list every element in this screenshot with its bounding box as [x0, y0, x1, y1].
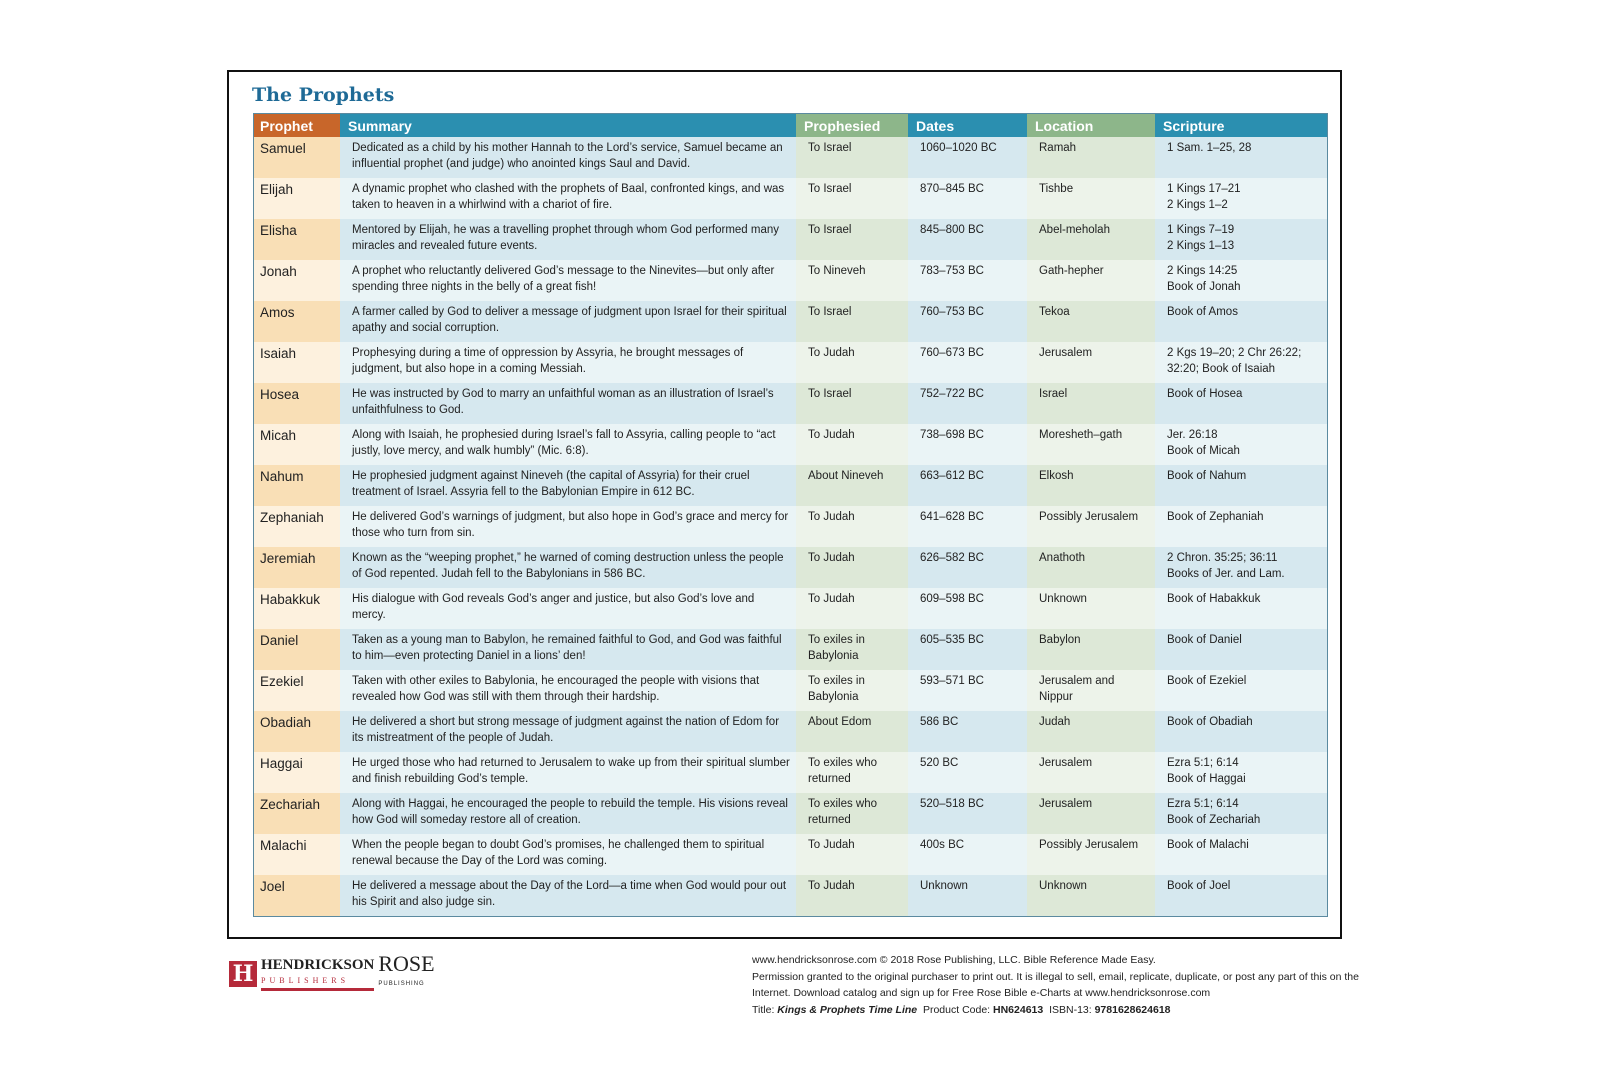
header-prophet: Prophet [254, 114, 341, 138]
cell-scripture: Book of Malachi [1155, 834, 1328, 875]
cell-location: Unknown [1027, 875, 1155, 916]
table-row [254, 219, 1328, 260]
cell-prophesied: About Nineveh [796, 465, 908, 506]
cell-dates: Unknown [908, 875, 1027, 916]
cell-scripture: Book of Amos [1155, 301, 1328, 342]
footer-line4: Title: Kings & Prophets Time Line Product Code: HN624613 ISBN-13: 9781628624618 [752, 1003, 1171, 1016]
cell-scripture: 2 Kgs 19–20; 2 Chr 26:22; 32:20; Book of Isaiah [1155, 342, 1328, 383]
table-row [254, 752, 1328, 793]
cell-prophesied: To Israel [796, 178, 908, 219]
cell-location: Elkosh [1027, 465, 1155, 506]
table-row [254, 342, 1328, 383]
cell-dates: 752–722 BC [908, 383, 1027, 424]
cell-scripture: Book of Joel [1155, 875, 1328, 916]
cell-prophet: Ezekiel [254, 670, 341, 711]
cell-prophet: Elisha [254, 219, 341, 260]
cell-prophesied: To Judah [796, 834, 908, 875]
cell-prophet: Haggai [254, 752, 341, 793]
cell-dates: 783–753 BC [908, 260, 1027, 301]
cell-prophesied: To exiles in Babylonia [796, 670, 908, 711]
cell-summary: Along with Haggai, he encouraged the people to rebuild the temple. His visions reveal how God will someday restore all of creation. [340, 793, 796, 834]
cell-summary: Dedicated as a child by his mother Hannah to the Lord’s service, Samuel became an influential prophet (and judge) who anointed kings Saul and David. [340, 137, 796, 178]
prophets-table [253, 113, 1328, 917]
table-row [254, 670, 1328, 711]
cell-prophesied: To Judah [796, 424, 908, 465]
cell-dates: 520–518 BC [908, 793, 1027, 834]
table-row [254, 465, 1328, 506]
table-row [254, 629, 1328, 670]
cell-location: Judah [1027, 711, 1155, 752]
header-scripture: Scripture [1155, 114, 1328, 138]
cell-scripture: 2 Kings 14:25 Book of Jonah [1155, 260, 1328, 301]
cell-prophesied: To Israel [796, 137, 908, 178]
cell-summary: He was instructed by God to marry an unfaithful woman as an illustration of Israel’s unfaithfulness to God. [340, 383, 796, 424]
cell-summary: A farmer called by God to deliver a message of judgment upon Israel for their spiritual apathy and social corruption. [340, 301, 796, 342]
cell-scripture: Jer. 26:18 Book of Micah [1155, 424, 1328, 465]
cell-prophet: Zechariah [254, 793, 341, 834]
cell-prophet: Jonah [254, 260, 341, 301]
logo-hendrickson: HENDRICKSON [261, 956, 375, 973]
cell-prophesied: To Judah [796, 506, 908, 547]
cell-scripture: 1 Sam. 1–25, 28 [1155, 137, 1328, 178]
cell-dates: 663–612 BC [908, 465, 1027, 506]
cell-prophesied: To exiles in Babylonia [796, 629, 908, 670]
cell-dates: 593–571 BC [908, 670, 1027, 711]
cell-location: Moresheth–gath [1027, 424, 1155, 465]
cell-summary: A dynamic prophet who clashed with the prophets of Baal, confronted kings, and was taken to heaven in a whirlwind with a chariot of fire. [340, 178, 796, 219]
cell-summary: His dialogue with God reveals God’s anger and justice, but also God’s love and mercy. [340, 588, 796, 629]
footer-line2: Permission granted to the original purchaser to print out. It is illegal to sell, email, replicate, duplicate, or post any part of this on the [752, 970, 1359, 983]
cell-prophet: Zephaniah [254, 506, 341, 547]
cell-summary: He urged those who had returned to Jerusalem to wake up from their spiritual slumber and finish rebuilding God’s temple. [340, 752, 796, 793]
cell-prophet: Elijah [254, 178, 341, 219]
cell-summary: He delivered a message about the Day of the Lord—a time when God would pour out his Spirit and also judge sin. [340, 875, 796, 916]
cell-location: Israel [1027, 383, 1155, 424]
cell-dates: 626–582 BC [908, 547, 1027, 588]
cell-prophesied: About Edom [796, 711, 908, 752]
cell-location: Jerusalem and Nippur [1027, 670, 1155, 711]
cell-prophet: Micah [254, 424, 341, 465]
header-dates: Dates [908, 114, 1027, 138]
table-row [254, 834, 1328, 875]
cell-summary: When the people began to doubt God’s promises, he challenged them to spiritual renewal because the Day of the Lord was coming. [340, 834, 796, 875]
cell-dates: 760–753 BC [908, 301, 1027, 342]
cell-prophet: Jeremiah [254, 547, 341, 588]
cell-prophesied: To exiles who returned [796, 793, 908, 834]
cell-scripture: 2 Chron. 35:25; 36:11 Books of Jer. and Lam. [1155, 547, 1328, 588]
cell-dates: 738–698 BC [908, 424, 1027, 465]
table-row [254, 383, 1328, 424]
cell-prophet: Obadiah [254, 711, 341, 752]
cell-scripture: Book of Zephaniah [1155, 506, 1328, 547]
cell-dates: 1060–1020 BC [908, 137, 1027, 178]
cell-summary: Prophesying during a time of oppression by Assyria, he brought messages of judgment, but also hope in a coming Messiah. [340, 342, 796, 383]
cell-dates: 845–800 BC [908, 219, 1027, 260]
table-row [254, 547, 1328, 588]
table-row [254, 711, 1328, 752]
cell-summary: A prophet who reluctantly delivered God’s message to the Ninevites—but only after spending three nights in the belly of a great fish! [340, 260, 796, 301]
cell-location: Gath-hepher [1027, 260, 1155, 301]
cell-location: Babylon [1027, 629, 1155, 670]
header-prophesied: Prophesied [796, 114, 908, 138]
cell-scripture: Book of Daniel [1155, 629, 1328, 670]
publisher-logo [229, 951, 435, 994]
cell-prophesied: To Nineveh [796, 260, 908, 301]
cell-prophesied: To Israel [796, 383, 908, 424]
hendrickson-h-icon: H [229, 961, 257, 987]
footer-line1: www.hendricksonrose.com © 2018 Rose Publishing, LLC. Bible Reference Made Easy. [752, 954, 1156, 966]
header-location: Location [1027, 114, 1155, 138]
cell-location: Ramah [1027, 137, 1155, 178]
footer-line3: Internet. Download catalog and sign up for Free Rose Bible e-Charts at www.hendricksonrose.com [752, 987, 1211, 999]
cell-summary: Taken with other exiles to Babylonia, he encouraged the people with visions that revealed how God was still with them through their hardship. [340, 670, 796, 711]
cell-prophet: Amos [254, 301, 341, 342]
table-row [254, 875, 1328, 916]
cell-summary: He delivered God’s warnings of judgment, but also hope in God’s grace and mercy for those who turn from sin. [340, 506, 796, 547]
cell-summary: Known as the “weeping prophet,” he warned of coming destruction unless the people of God repented. Judah fell to the Babylonians in 586 BC. [340, 547, 796, 588]
cell-prophet: Nahum [254, 465, 341, 506]
cell-prophesied: To Israel [796, 301, 908, 342]
cell-location: Tekoa [1027, 301, 1155, 342]
table-row [254, 178, 1328, 219]
table-row [254, 588, 1328, 629]
cell-prophesied: To exiles who returned [796, 752, 908, 793]
cell-location: Possibly Jerusalem [1027, 506, 1155, 547]
cell-prophet: Hosea [254, 383, 341, 424]
cell-dates: 609–598 BC [908, 588, 1027, 629]
page-title: The Prophets [252, 84, 395, 106]
cell-prophesied: To Judah [796, 342, 908, 383]
cell-dates: 641–628 BC [908, 506, 1027, 547]
cell-prophesied: To Israel [796, 219, 908, 260]
cell-summary: Mentored by Elijah, he was a travelling prophet through whom God performed many miracles and revealed future events. [340, 219, 796, 260]
table-row [254, 137, 1328, 178]
cell-dates: 586 BC [908, 711, 1027, 752]
logo-rose: ROSE [378, 951, 435, 976]
cell-scripture: Book of Ezekiel [1155, 670, 1328, 711]
cell-location: Jerusalem [1027, 752, 1155, 793]
cell-scripture: Book of Obadiah [1155, 711, 1328, 752]
cell-summary: Taken as a young man to Babylon, he remained faithful to God, and God was faithful to him—even protecting Daniel in a lions’ den! [340, 629, 796, 670]
cell-location: Possibly Jerusalem [1027, 834, 1155, 875]
cell-scripture: Book of Nahum [1155, 465, 1328, 506]
table-row [254, 260, 1328, 301]
cell-prophet: Habakkuk [254, 588, 341, 629]
cell-location: Jerusalem [1027, 793, 1155, 834]
cell-location: Anathoth [1027, 547, 1155, 588]
cell-scripture: Book of Hosea [1155, 383, 1328, 424]
table-row [254, 793, 1328, 834]
cell-scripture: Ezra 5:1; 6:14 Book of Haggai [1155, 752, 1328, 793]
logo-publishers: PUBLISHERS [261, 975, 350, 985]
cell-scripture: Ezra 5:1; 6:14 Book of Zechariah [1155, 793, 1328, 834]
cell-scripture: Book of Habakkuk [1155, 588, 1328, 629]
cell-dates: 760–673 BC [908, 342, 1027, 383]
cell-prophet: Joel [254, 875, 341, 916]
header-summary: Summary [340, 114, 796, 138]
cell-dates: 520 BC [908, 752, 1027, 793]
cell-location: Abel-meholah [1027, 219, 1155, 260]
cell-dates: 605–535 BC [908, 629, 1027, 670]
cell-prophet: Daniel [254, 629, 341, 670]
table-row [254, 506, 1328, 547]
cell-prophet: Malachi [254, 834, 341, 875]
cell-dates: 870–845 BC [908, 178, 1027, 219]
cell-summary: Along with Isaiah, he prophesied during Israel’s fall to Assyria, calling people to “act justly, love mercy, and walk humbly” (Mic. 6:8). [340, 424, 796, 465]
cell-summary: He prophesied judgment against Nineveh (the capital of Assyria) for their cruel treatment of Israel. Assyria fell to the Babylonian Empire in 612 BC. [340, 465, 796, 506]
cell-summary: He delivered a short but strong message of judgment against the nation of Edom for its mistreatment of the people of Judah. [340, 711, 796, 752]
table-row [254, 301, 1328, 342]
cell-prophet: Isaiah [254, 342, 341, 383]
cell-prophet: Samuel [254, 137, 341, 178]
cell-scripture: 1 Kings 17–21 2 Kings 1–2 [1155, 178, 1328, 219]
cell-prophesied: To Judah [796, 547, 908, 588]
cell-location: Jerusalem [1027, 342, 1155, 383]
cell-scripture: 1 Kings 7–19 2 Kings 1–13 [1155, 219, 1328, 260]
cell-location: Unknown [1027, 588, 1155, 629]
table-row [254, 424, 1328, 465]
cell-prophesied: To Judah [796, 875, 908, 916]
logo-publishing: PUBLISHING [378, 981, 425, 987]
cell-prophesied: To Judah [796, 588, 908, 629]
footer [752, 952, 1359, 1018]
cell-location: Tishbe [1027, 178, 1155, 219]
cell-dates: 400s BC [908, 834, 1027, 875]
